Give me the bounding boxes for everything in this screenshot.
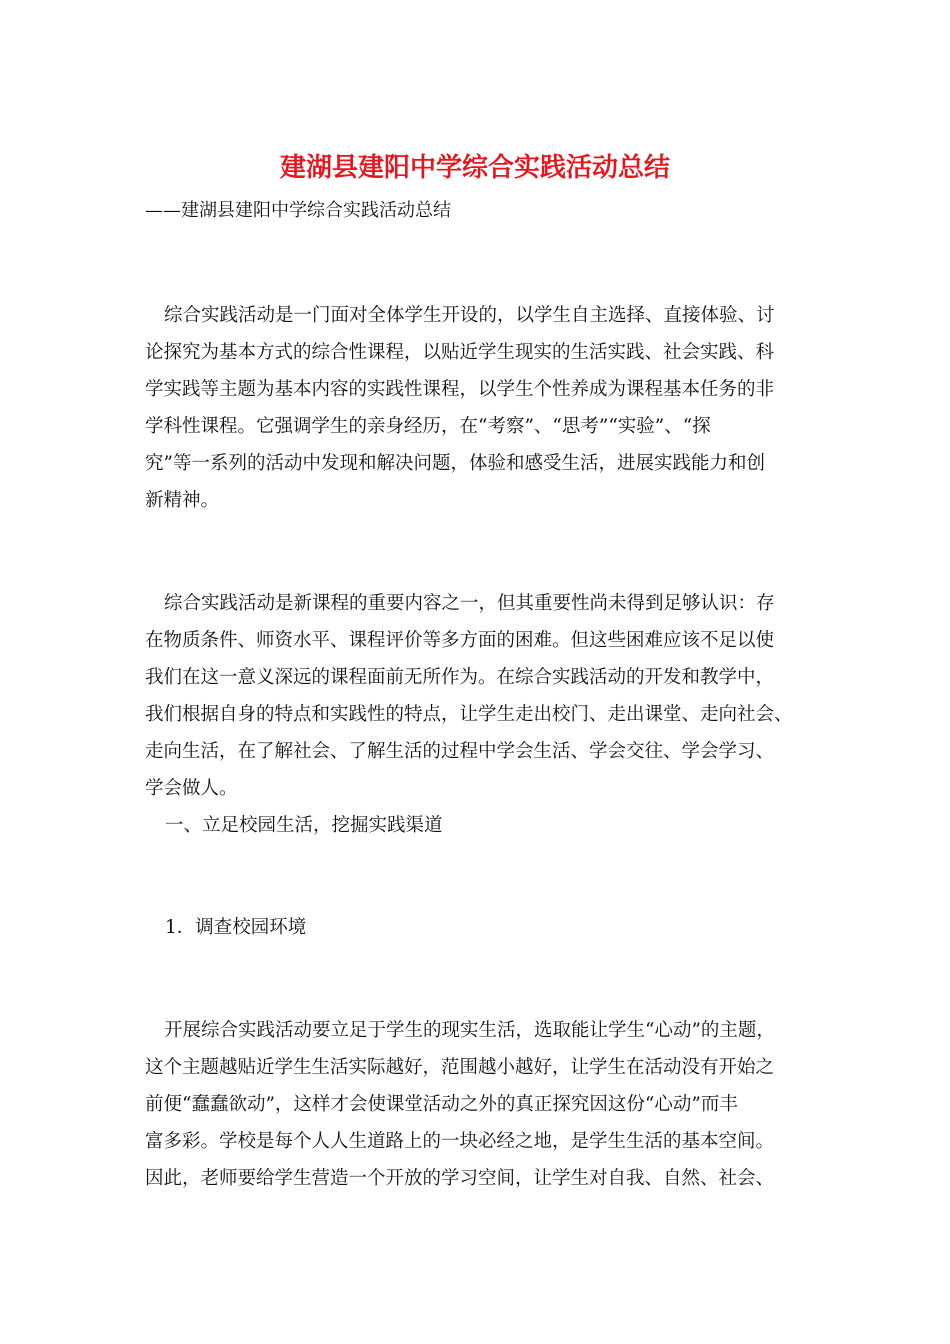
section-heading: 一、立足校园生活，挖掘实践渠道 xyxy=(165,815,443,836)
paragraph-line: 因此，老师要给学生营造一个开放的学习空间，让学生对自我、自然、社会、 xyxy=(145,1168,775,1189)
paragraph-campus xyxy=(145,1012,815,1197)
paragraph-line: 开展综合实践活动要立足于学生的现实生活，选取能让学生“心动”的主题， xyxy=(164,1020,775,1041)
paragraph-line: 究”等一系列的活动中发现和解决问题，体验和感受生活，进展实践能力和创 xyxy=(145,453,765,474)
document-title: 建湖县建阳中学综合实践活动总结 xyxy=(279,153,670,183)
paragraph-line: 学科性课程。它强调学生的亲身经历，在“考察”、“思考”“实验”、“探 xyxy=(145,416,711,437)
paragraph-line: 我们根据自身的特点和实践性的特点，让学生走出校门、走出课堂、走向社会、 xyxy=(145,704,793,725)
document-subtitle: ——建湖县建阳中学综合实践活动总结 xyxy=(145,200,451,221)
paragraph-line: 学实践等主题为基本内容的实践性课程，以学生个性养成为课程基本任务的非 xyxy=(145,379,775,400)
paragraph-line: 新精神。 xyxy=(145,490,220,511)
paragraph-line: 论探究为基本方式的综合性课程，以贴近学生现实的生活实践、社会实践、科 xyxy=(145,342,775,363)
paragraph-intro xyxy=(145,297,815,519)
paragraph-line: 我们在这一意义深远的课程面前无所作为。在综合实践活动的开发和教学中， xyxy=(145,667,775,688)
paragraph-line: 前便“蠢蠢欲动”，这样才会使课堂活动之外的真正探究因这份“心动”而丰 xyxy=(145,1094,738,1115)
paragraph-line: 综合实践活动是新课程的重要内容之一，但其重要性尚未得到足够认识：存 xyxy=(164,593,775,614)
paragraph-importance xyxy=(145,585,815,807)
paragraph-line: 这个主题越贴近学生生活实际越好，范围越小越好，让学生在活动没有开始之 xyxy=(145,1057,775,1078)
subsection-heading: 1．调查校园环境 xyxy=(165,917,307,938)
paragraph-line: 走向生活，在了解社会、了解生活的过程中学会生活、学会交往、学会学习、 xyxy=(145,741,775,762)
paragraph-line: 学会做人。 xyxy=(145,778,238,799)
paragraph-line: 在物质条件、师资水平、课程评价等多方面的困难。但这些困难应该不足以使 xyxy=(145,630,775,651)
paragraph-line: 富多彩。学校是每个人人生道路上的一块必经之地，是学生生活的基本空间。 xyxy=(145,1131,775,1152)
paragraph-line: 综合实践活动是一门面对全体学生开设的，以学生自主选择、直接体验、讨 xyxy=(164,305,775,326)
